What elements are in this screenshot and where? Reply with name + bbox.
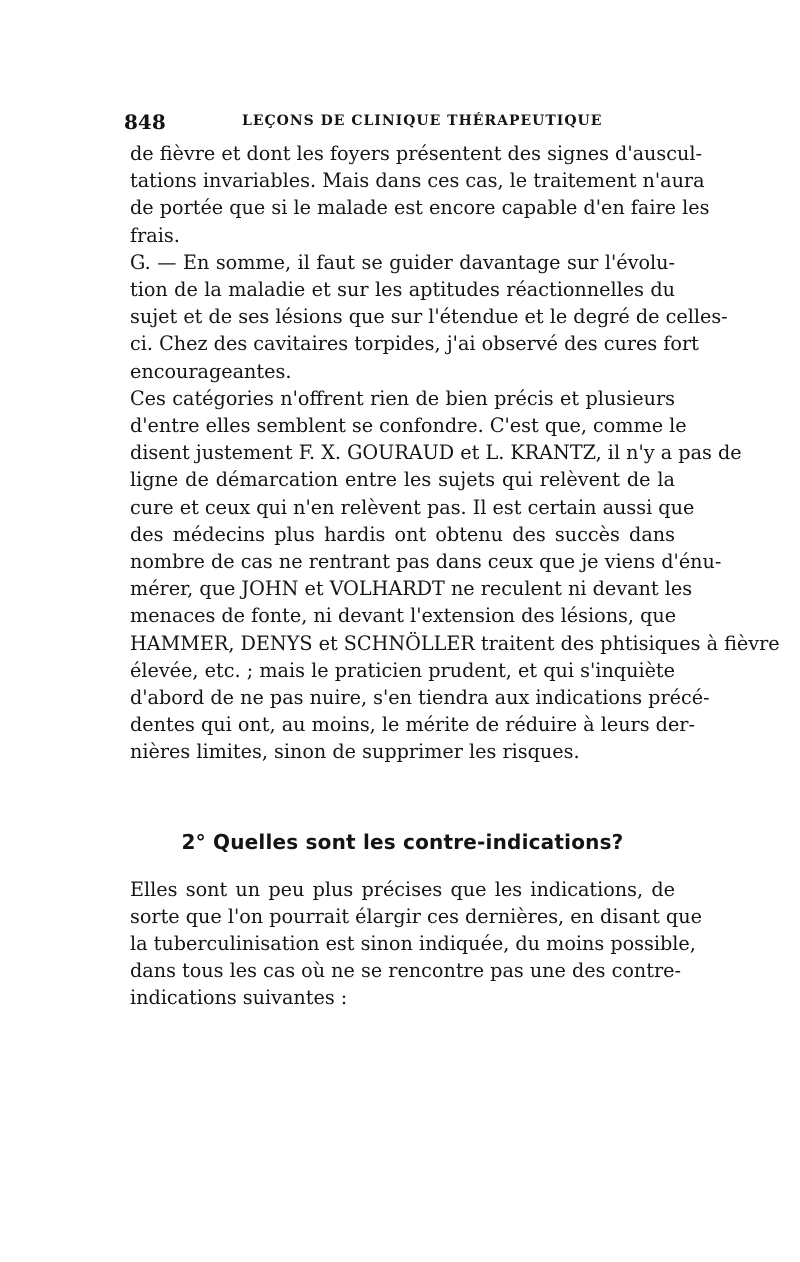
text-line: encourageantes. — [130, 359, 292, 383]
text-line: HAMMER, DENYS et SCHNÖLLER traitent des phtisiques à fièvre — [130, 631, 780, 655]
text-line: la tuberculinisation est sinon indiquée, du moins possible, — [130, 932, 696, 956]
text-line: disent justement F. X. GOURAUD et L. KRANTZ, il n'y a pas de — [130, 441, 742, 465]
body-text — [130, 140, 780, 766]
text-line: sujet et de ses lésions que sur l'étendue et le degré de celles- — [130, 305, 728, 329]
paragraph — [130, 140, 710, 249]
paragraph — [130, 385, 780, 766]
book-page — [124, 110, 780, 1012]
text-line: menaces de fonte, ni devant l'extension des lésions, que — [130, 604, 677, 628]
text-line: nières limites, sinon de supprimer les risques. — [130, 740, 580, 764]
text-line: ci. Chez des cavitaires torpides, j'ai observé des cures fort — [130, 332, 699, 356]
text-line: tations invariables. Mais dans ces cas, le traitement n'aura — [130, 169, 705, 193]
text-line: mérer, que JOHN et VOLHARDT ne reculent ni devant les — [130, 577, 693, 601]
paragraph — [130, 249, 728, 385]
running-head — [124, 110, 675, 140]
text-line: sorte que l'on pourrait élargir ces dernières, en disant que — [130, 904, 702, 928]
section-heading: 2° Quelles sont les contre-indications? — [181, 829, 624, 854]
running-title: LEÇONS DE CLINIQUE THÉRAPEUTIQUE — [242, 113, 603, 129]
text-line: élevée, etc. ; mais le praticien prudent, et qui s'inquiète — [130, 658, 675, 682]
text-line: Ces catégories n'offrent rien de bien précis et plusieurs — [130, 386, 675, 410]
text-line: Elles sont un peu plus précises que les indications, de — [130, 877, 675, 901]
text-line: d'entre elles semblent se confondre. C'est que, comme le — [130, 414, 687, 438]
section-paragraph — [130, 876, 702, 1012]
text-line: d'abord de ne pas nuire, s'en tiendra aux indications précé- — [130, 686, 710, 710]
text-line: tion de la maladie et sur les aptitudes réactionnelles du — [130, 278, 675, 302]
text-line: des médecins plus hardis ont obtenu des succès dans — [130, 522, 675, 546]
text-line: G. — En somme, il faut se guider davantage sur l'évolu- — [130, 250, 675, 274]
text-line: nombre de cas ne rentrant pas dans ceux que je viens d'énu- — [130, 550, 722, 574]
text-line: dans tous les cas où ne se rencontre pas une des contre- — [130, 959, 681, 983]
text-line: de portée que si le malade est encore capable d'en faire les — [130, 196, 710, 220]
text-line: cure et ceux qui n'en relèvent pas. Il est certain aussi que — [130, 495, 695, 519]
text-line: ligne de démarcation entre les sujets qui relèvent de la — [130, 468, 675, 492]
text-line: de fièvre et dont les foyers présentent des signes d'auscul- — [130, 142, 702, 165]
text-line: frais. — [130, 223, 180, 247]
text-line: dentes qui ont, au moins, le mérite de réduire à leurs der- — [130, 713, 695, 737]
page-number: 848 — [124, 110, 166, 134]
text-line: indications suivantes : — [130, 986, 348, 1010]
